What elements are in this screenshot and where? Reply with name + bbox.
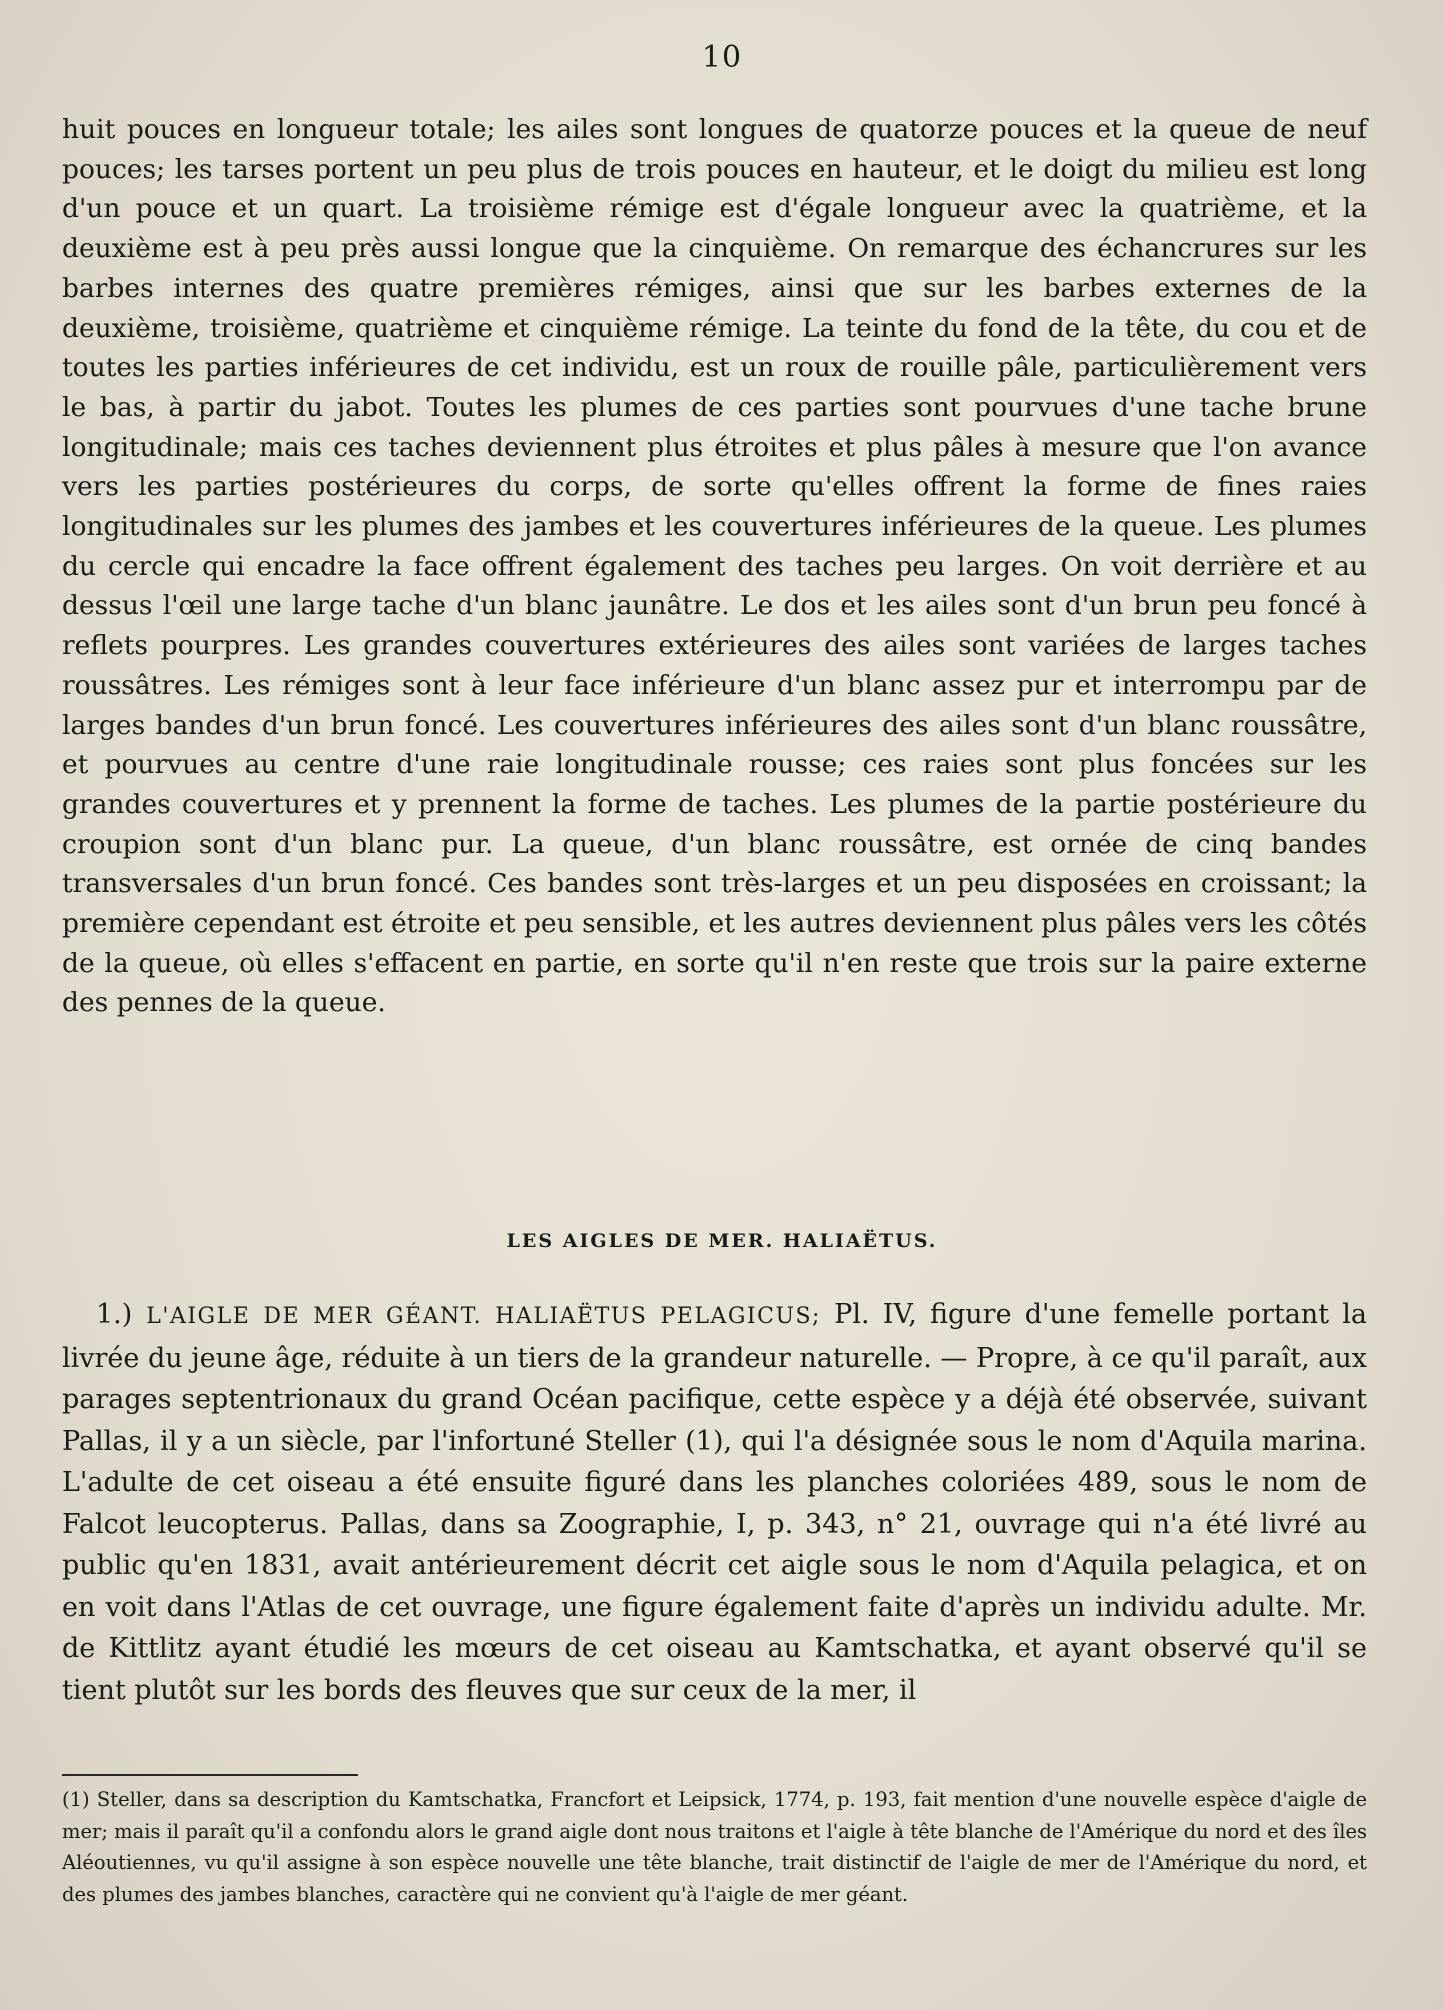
species-number: 1.) bbox=[96, 1299, 133, 1330]
species-text: Pl. IV, figure d'une femelle portant la livrée du jeune âge, réduite à un tiers de la grandeur naturelle. — Propre, à ce qu'il paraît, aux parages septentrionaux du grand Océan pacifique, cette espèce y a déjà été observée, suivant Pallas, il y a un siècle, par l'infortuné Steller (1), qui l'a désignée sous le nom d'Aquila marina. L'adulte de cet oiseau a été ensuite figuré dans les planches coloriées 489, sous le nom de Falcot leucopterus. Pallas, dans sa Zoographie, I, p. 343, n° 21, ouvrage qui n'a été livré au public qu'en 1831, avait antérieurement décrit cet aigle sous le nom d'Aquila pelagica, et on en voit dans l'Atlas de cet ouvrage, une figure également faite d'après un individu adulte. Mr. de Kittlitz ayant étudié les mœurs de cet oiseau au Kamtschatka, et ayant observé qu'il se tient plutôt sur les bords des fleuves que sur ceux de la mer, il bbox=[62, 1299, 1367, 1706]
page-number: 10 bbox=[701, 40, 743, 75]
section-heading: LES AIGLES DE MER. HALIAËTUS. bbox=[506, 1230, 938, 1252]
species-name: L'AIGLE DE MER GÉANT. HALIAËTUS PELAGICUS; bbox=[146, 1304, 821, 1329]
footnote-rule bbox=[62, 1774, 358, 1776]
body-paragraph: huit pouces en longueur totale; les ailes sont longues de quatorze pouces et la queue de neuf pouces; les tarses portent un peu plus de trois pouces en hauteur, et le doigt du milieu est long d'un pouce et un quart. La troisième rémige est d'égale longueur avec la quatrième, et la deuxième est à peu près aussi longue que la cinquième. On remarque des échancrures sur les barbes internes des quatre premières rémiges, ainsi que sur les barbes externes de la deuxième, troisième, quatrième et cinquième rémige. La teinte du fond de la tête, du cou et de toutes les parties inférieures de cet individu, est un roux de rouille pâle, particulièrement vers le bas, à partir du jabot. Toutes les plumes de ces parties sont pourvues d'une tache brune longitudinale; mais ces taches deviennent plus étroites et plus pâles à mesure que l'on avance vers les parties postérieures du corps, de sorte qu'elles offrent la forme de fines raies longitudinales sur les plumes des jambes et les couvertures inférieures de la queue. Les plumes du cercle qui encadre la face offrent également des taches peu larges. On voit derrière et au dessus l'œil une large tache d'un blanc jaunâtre. Le dos et les ailes sont d'un brun peu foncé à reflets pourpres. Les grandes couvertures extérieures des ailes sont variées de larges taches roussâtres. Les rémiges sont à leur face inférieure d'un blanc assez pur et interrompu par de larges bandes d'un brun foncé. Les couvertures inférieures des ailes sont d'un blanc roussâtre, et pourvues au centre d'une raie longitudinale rousse; ces raies sont plus foncées sur les grandes couvertures et y prennent la forme de taches. Les plumes de la partie postérieure du croupion sont d'un blanc pur. La queue, d'un blanc roussâtre, est ornée de cinq bandes transversales d'un brun foncé. Ces bandes sont très-larges et un peu disposées en croissant; la première cependant est étroite et peu sensible, et les autres deviennent plus pâles vers les côtés de la queue, où elles s'effacent en partie, en sorte qu'il n'en reste que trois sur la paire externe des pennes de la queue. bbox=[62, 114, 1367, 1019]
species-entry bbox=[62, 1294, 1367, 1711]
footnote: (1) Steller, dans sa description du Kamtschatka, Francfort et Leipsick, 1774, p. 193, fait mention d'une nouvelle espèce d'aigle de mer; mais il paraît qu'il a confondu alors le grand aigle dont nous traitons et l'aigle à tête blanche de l'Amérique du nord et des îles Aléoutiennes, vu qu'il assigne à son espèce nouvelle une tête blanche, trait distinctif de l'aigle de mer de l'Amérique du nord, et des plumes des jambes blanches, caractère qui ne convient qu'à l'aigle de mer géant. bbox=[62, 1788, 1367, 1906]
